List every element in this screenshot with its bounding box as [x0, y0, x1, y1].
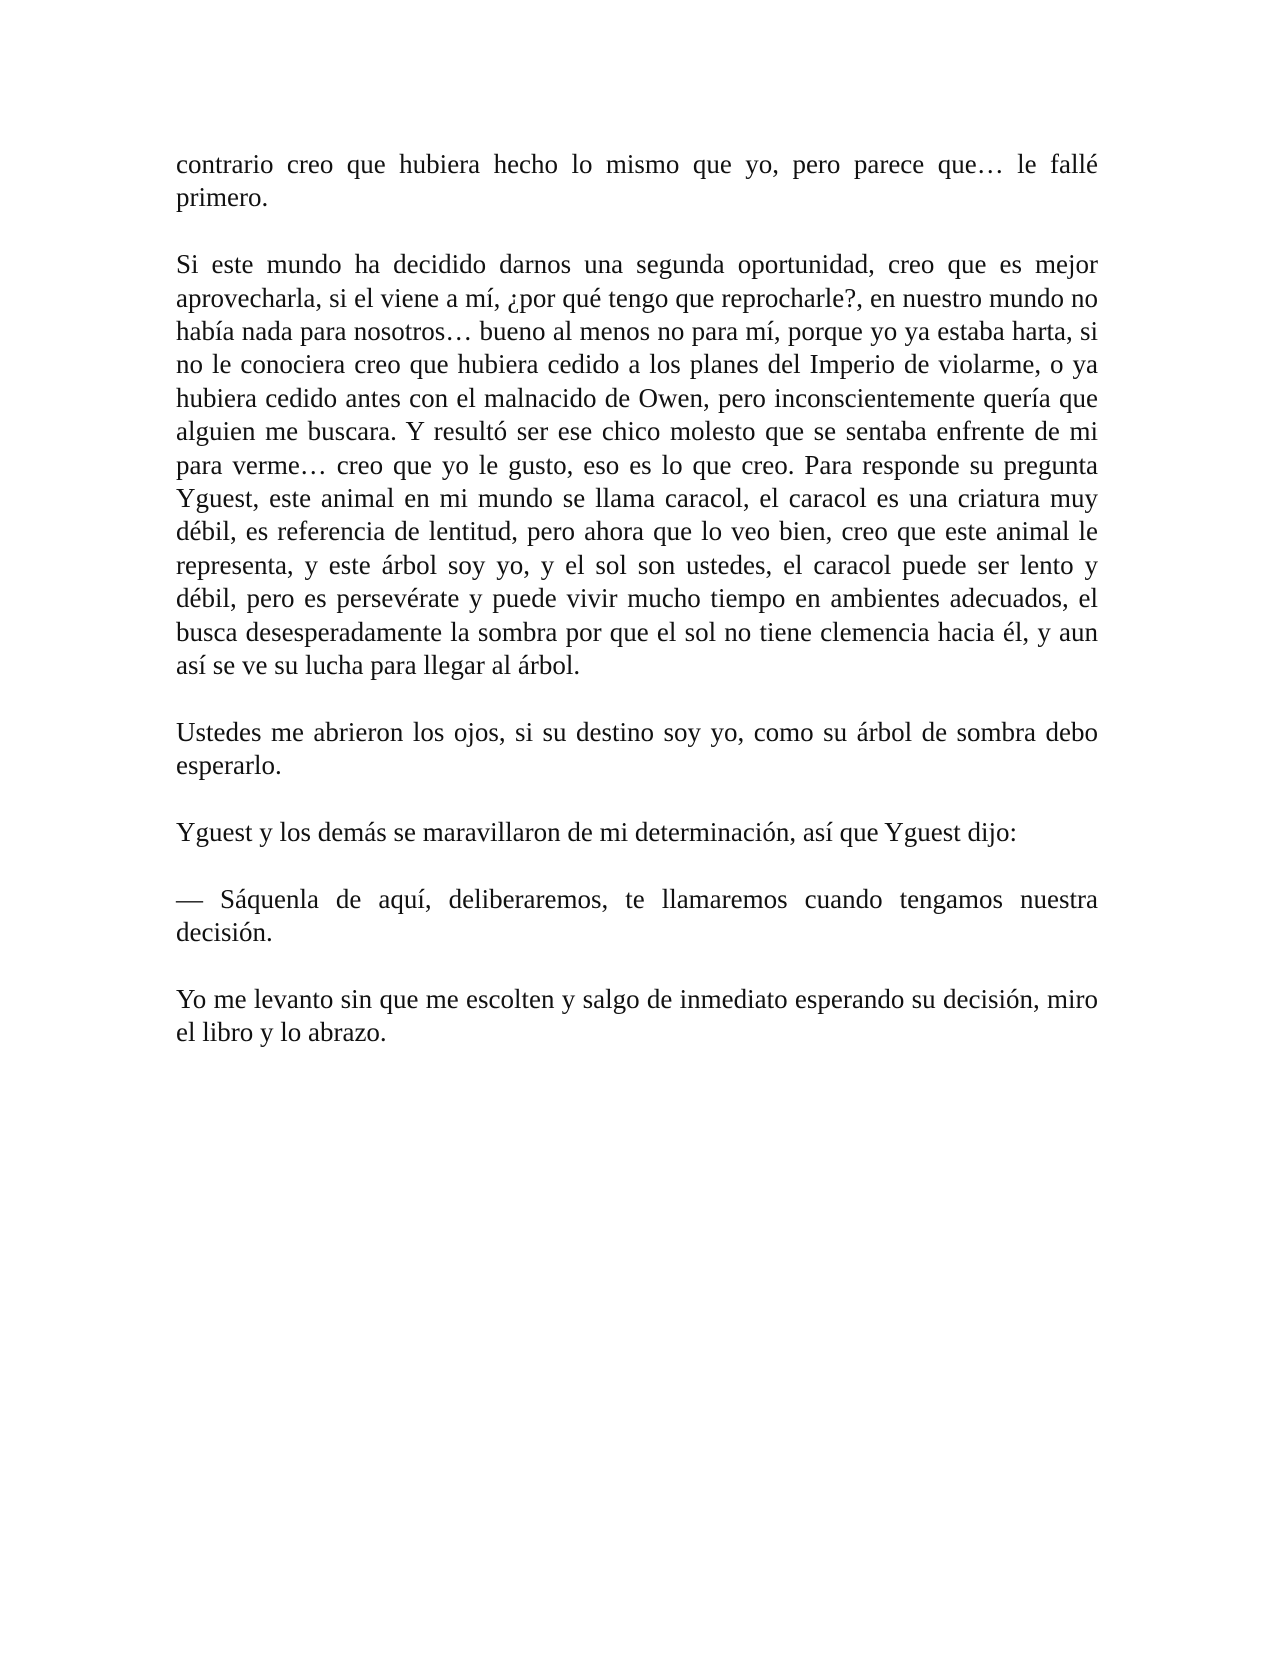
paragraph-3: Ustedes me abrieron los ojos, si su destino soy yo, como su árbol de sombra debo esperarlo. [176, 716, 1098, 781]
paragraph-5: — Sáquenla de aquí, deliberaremos, te llamaremos cuando tengamos nuestra decisión. [176, 883, 1098, 948]
paragraph-2: Si este mundo ha decidido darnos una segunda oportunidad, creo que es mejor aprovecharla, si el viene a mí, ¿por qué tengo que reprocharle?, en nuestro mundo no había nada para nosotros… bueno al menos no para mí, porque yo ya estaba harta, si no le conociera creo que hubiera cedido a los planes del Imperio de violarme, o ya hubiera cedido antes con el malnacido de Owen, pero inconscientemente quería que alguien me buscara. Y resultó ser ese chico molesto que se sentaba enfrente de mi para verme… creo que yo le gusto, eso es lo que creo. Para responde su pregunta Yguest, este animal en mi mundo se llama caracol, el caracol es una criatura muy débil, es referencia de lentitud, pero ahora que lo veo bien, creo que este animal le representa, y este árbol soy yo, y el sol son ustedes, el caracol puede ser lento y débil, pero es persevérate y puede vivir mucho tiempo en ambientes adecuados, el busca desesperadamente la sombra por que el sol no tiene clemencia hacia él, y aun así se ve su lucha para llegar al árbol. [176, 249, 1098, 681]
paragraph-1: contrario creo que hubiera hecho lo mismo que yo, pero parece que… le fallé primero. [176, 149, 1098, 213]
paragraph-4: Yguest y los demás se maravillaron de mi determinación, así que Yguest dijo: [176, 817, 1018, 848]
document-body [176, 148, 1098, 1083]
paragraph-6: Yo me levanto sin que me escolten y salgo de inmediato esperando su decisión, miro el libro y lo abrazo. [176, 984, 1098, 1048]
